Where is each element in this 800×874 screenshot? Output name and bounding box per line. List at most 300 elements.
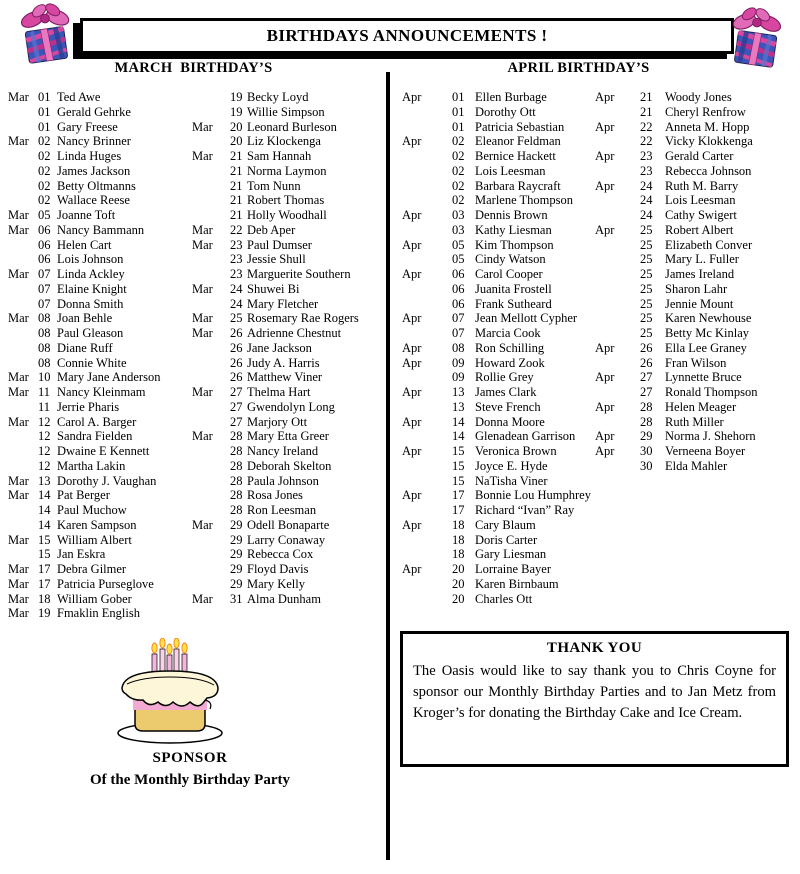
month-label: Apr xyxy=(402,517,422,532)
date-label: 23 xyxy=(230,252,243,267)
month-label xyxy=(8,326,38,341)
birthday-row xyxy=(402,577,594,592)
birthday-row xyxy=(192,311,387,326)
birthday-row xyxy=(192,326,387,341)
month-label xyxy=(402,179,452,194)
month-label xyxy=(402,223,452,238)
month-label: Apr xyxy=(402,444,422,458)
date-label: 11 xyxy=(38,399,51,414)
month-label: Mar xyxy=(192,429,213,444)
date-label: 08 xyxy=(38,355,51,370)
date-label: 19 xyxy=(230,104,243,119)
month-label: Apr xyxy=(595,178,615,193)
date-label: 01 xyxy=(38,104,51,119)
person-name: Norma J. Shehorn xyxy=(665,429,756,444)
month-label xyxy=(192,252,230,267)
date-label: 25 xyxy=(640,267,653,281)
month-label xyxy=(192,370,230,385)
date-label: 17 xyxy=(38,562,51,576)
birthday-row xyxy=(8,238,190,253)
person-name: Lois Johnson xyxy=(57,252,124,267)
month-label xyxy=(8,356,38,371)
date-label: 09 xyxy=(452,355,465,370)
birthday-row xyxy=(402,562,594,577)
birthday-row xyxy=(402,238,594,253)
birthday-row xyxy=(192,193,387,208)
month-label xyxy=(8,518,38,533)
date-label: 25 xyxy=(640,222,653,237)
person-name: Jane Jackson xyxy=(247,340,312,355)
birthday-row xyxy=(8,370,190,385)
person-name: Cindy Watson xyxy=(475,252,546,267)
person-name: Willie Simpson xyxy=(247,104,325,119)
date-label: 12 xyxy=(38,414,51,429)
date-label: 24 xyxy=(640,178,653,193)
month-label xyxy=(402,297,452,312)
birthday-row xyxy=(595,223,790,238)
birthday-row xyxy=(192,356,387,371)
birthday-row xyxy=(8,90,190,105)
person-name: Debra Gilmer xyxy=(57,562,127,576)
date-label: 14 xyxy=(452,414,465,429)
date-label: 30 xyxy=(640,444,653,458)
person-name: Deb Aper xyxy=(247,222,296,237)
month-label xyxy=(192,415,230,430)
person-name: Richard “Ivan” Ray xyxy=(475,503,575,517)
person-name: Elizabeth Conver xyxy=(665,237,753,252)
month-label: Mar xyxy=(8,208,29,222)
birthday-row xyxy=(8,606,190,621)
person-name: Ron Leesman xyxy=(247,503,317,517)
month-label xyxy=(192,90,230,105)
birthday-row xyxy=(192,370,387,385)
birthday-row xyxy=(595,105,790,120)
date-label: 27 xyxy=(230,385,243,399)
date-label: 19 xyxy=(230,90,243,104)
date-label: 28 xyxy=(640,399,653,414)
birthday-row xyxy=(192,459,387,474)
person-name: Jean Mellott Cypher xyxy=(475,311,578,326)
date-label: 10 xyxy=(38,370,51,385)
month-label xyxy=(8,193,38,208)
date-label: 21 xyxy=(640,90,653,104)
birthday-row xyxy=(595,208,790,223)
person-name: Bonnie Lou Humphrey xyxy=(475,488,591,503)
month-label xyxy=(402,400,452,415)
month-label xyxy=(8,459,38,474)
birthday-row xyxy=(595,179,790,194)
birthday-row xyxy=(8,459,190,474)
person-name: Gerald Carter xyxy=(665,149,734,163)
person-name: Robert Thomas xyxy=(247,193,325,208)
birthday-row xyxy=(402,459,594,474)
person-name: Rosa Jones xyxy=(247,488,303,503)
birthday-row xyxy=(192,533,387,548)
person-name: Glenadean Garrison xyxy=(475,429,576,444)
date-label: 21 xyxy=(230,149,243,163)
month-label xyxy=(402,164,452,179)
date-label: 11 xyxy=(38,385,51,399)
date-label: 03 xyxy=(452,222,465,237)
person-name: Nancy Kleinmam xyxy=(57,385,146,399)
person-name: Lorraine Bayer xyxy=(475,562,552,576)
birthday-row xyxy=(402,90,594,105)
date-label: 20 xyxy=(452,576,465,591)
month-label: Mar xyxy=(192,237,213,252)
month-label xyxy=(8,547,38,562)
birthday-row xyxy=(192,341,387,356)
birthday-row xyxy=(8,208,190,223)
birthday-row xyxy=(192,429,387,444)
person-name: Matthew Viner xyxy=(247,370,323,385)
person-name: Liz Klockenga xyxy=(247,134,321,149)
date-label: 12 xyxy=(38,444,51,458)
person-name: Kim Thompson xyxy=(475,237,554,252)
date-label: 23 xyxy=(640,163,653,178)
person-name: Juanita Frostell xyxy=(475,281,552,296)
date-label: 07 xyxy=(38,296,51,311)
date-label: 21 xyxy=(230,208,243,222)
birthday-row xyxy=(595,267,790,282)
date-label: 15 xyxy=(452,444,465,458)
person-name: William Gober xyxy=(57,591,132,606)
date-label: 28 xyxy=(230,488,243,503)
birthday-row xyxy=(595,238,790,253)
month-label xyxy=(595,105,640,120)
birthday-row xyxy=(402,164,594,179)
date-label: 15 xyxy=(452,458,465,473)
thank-you-box xyxy=(400,631,789,767)
birthday-row xyxy=(192,577,387,592)
person-name: Mary Fletcher xyxy=(247,296,319,311)
date-label: 20 xyxy=(452,562,465,576)
person-name: Doris Carter xyxy=(475,532,538,547)
date-label: 20 xyxy=(230,134,243,149)
birthday-row xyxy=(192,562,387,577)
person-name: Joan Behle xyxy=(57,311,113,326)
month-label xyxy=(192,562,230,577)
birthday-row xyxy=(402,120,594,135)
person-name: Tom Nunn xyxy=(247,178,301,193)
person-name: Jennie Mount xyxy=(665,296,734,311)
month-label xyxy=(192,444,230,459)
month-label: Apr xyxy=(402,90,422,104)
person-name: Joanne Toft xyxy=(57,208,116,222)
person-name: Verneena Boyer xyxy=(665,444,746,458)
person-name: NaTisha Viner xyxy=(475,473,548,488)
person-name: Robert Albert xyxy=(665,222,734,237)
birthday-row xyxy=(8,297,190,312)
month-label: Apr xyxy=(402,414,422,429)
thank-you-body: The Oasis would like to say thank you to Chris Coyne for sponsor our Monthly Birthday Parties and to Jan Metz from Kroger’s for donating the Birthday Cake and Ice Cream. xyxy=(413,663,776,721)
person-name: Howard Zook xyxy=(475,355,545,370)
date-label: 15 xyxy=(38,547,51,562)
month-label xyxy=(192,474,230,489)
birthday-row xyxy=(8,179,190,194)
month-label xyxy=(8,164,38,179)
birthday-row xyxy=(8,592,190,607)
person-name: James Ireland xyxy=(665,267,735,281)
march-list-column-1 xyxy=(8,90,190,621)
birthday-row xyxy=(192,547,387,562)
month-label xyxy=(8,444,38,459)
person-name: Kathy Liesman xyxy=(475,222,552,237)
date-label: 21 xyxy=(230,178,243,193)
date-label: 23 xyxy=(640,149,653,163)
birthday-row xyxy=(192,400,387,415)
birthday-row xyxy=(8,326,190,341)
birthday-row xyxy=(192,488,387,503)
month-label: Mar xyxy=(8,311,29,326)
month-label xyxy=(402,429,452,444)
birthday-row xyxy=(402,311,594,326)
person-name: Dorothy Ott xyxy=(475,104,536,119)
person-name: Frank Sutheard xyxy=(475,296,552,311)
date-label: 02 xyxy=(452,193,465,208)
month-label xyxy=(8,252,38,267)
birthday-row xyxy=(402,356,594,371)
month-label xyxy=(402,592,452,607)
person-name: Wallace Reese xyxy=(57,193,130,208)
person-name: Carol A. Barger xyxy=(57,414,137,429)
date-label: 24 xyxy=(230,281,243,296)
month-label: Apr xyxy=(595,90,615,104)
person-name: Jan Eskra xyxy=(57,547,106,562)
date-label: 27 xyxy=(230,414,243,429)
date-label: 02 xyxy=(38,178,51,193)
month-label: Apr xyxy=(595,149,615,163)
date-label: 07 xyxy=(452,311,465,326)
birthday-row xyxy=(402,149,594,164)
date-label: 18 xyxy=(38,591,51,606)
person-name: Ella Lee Graney xyxy=(665,340,747,355)
date-label: 06 xyxy=(38,252,51,267)
birthday-row xyxy=(8,547,190,562)
person-name: Linda Huges xyxy=(57,149,122,163)
birthday-row xyxy=(8,429,190,444)
birthday-row xyxy=(8,474,190,489)
date-label: 29 xyxy=(230,562,243,576)
person-name: Martha Lakin xyxy=(57,458,126,473)
date-label: 18 xyxy=(452,547,465,562)
month-label xyxy=(402,459,452,474)
month-label xyxy=(8,503,38,518)
date-label: 25 xyxy=(640,252,653,267)
date-label: 29 xyxy=(230,532,243,547)
person-name: Rollie Grey xyxy=(475,370,534,385)
person-name: Nancy Ireland xyxy=(247,444,319,458)
birthday-row xyxy=(402,429,594,444)
month-label: Mar xyxy=(192,326,213,340)
date-label: 29 xyxy=(230,517,243,532)
birthday-row xyxy=(8,223,190,238)
birthday-row xyxy=(8,562,190,577)
month-label xyxy=(8,105,38,120)
birthday-row xyxy=(192,592,387,607)
birthday-row xyxy=(8,252,190,267)
person-name: Ellen Burbage xyxy=(475,90,547,104)
date-label: 02 xyxy=(38,193,51,208)
month-label xyxy=(402,252,452,267)
birthday-row xyxy=(8,134,190,149)
birthday-row xyxy=(192,297,387,312)
date-label: 27 xyxy=(230,399,243,414)
month-label xyxy=(192,164,230,179)
date-label: 08 xyxy=(38,326,51,340)
person-name: Holly Woodhall xyxy=(247,208,327,222)
month-label xyxy=(192,400,230,415)
person-name: Eleanor Feldman xyxy=(475,134,561,149)
month-label xyxy=(192,193,230,208)
birthday-row xyxy=(402,267,594,282)
date-label: 26 xyxy=(230,340,243,355)
birthday-row xyxy=(192,503,387,518)
month-label xyxy=(192,533,230,548)
date-label: 25 xyxy=(640,311,653,326)
birthday-row xyxy=(192,164,387,179)
birthday-row xyxy=(402,488,594,503)
gift-icon xyxy=(16,2,74,66)
date-label: 08 xyxy=(38,340,51,355)
date-label: 18 xyxy=(452,532,465,547)
person-name: James Clark xyxy=(475,385,537,399)
month-label: Mar xyxy=(8,591,29,606)
birthday-row xyxy=(402,592,594,607)
month-label xyxy=(402,370,452,385)
month-label xyxy=(595,238,640,253)
month-label xyxy=(595,193,640,208)
date-label: 21 xyxy=(640,104,653,119)
birthday-row xyxy=(402,223,594,238)
month-label xyxy=(8,120,38,135)
date-label: 25 xyxy=(640,296,653,311)
month-label: Apr xyxy=(402,488,422,503)
date-label: 26 xyxy=(640,355,653,370)
person-name: Bernice Hackett xyxy=(475,149,556,163)
birthday-row xyxy=(192,282,387,297)
person-name: Paul Gleason xyxy=(57,326,124,340)
date-label: 28 xyxy=(230,473,243,488)
month-label xyxy=(192,459,230,474)
person-name: Veronica Brown xyxy=(475,444,557,458)
month-label: Mar xyxy=(192,311,213,326)
sponsor-subtitle: Of the Monthly Birthday Party xyxy=(90,772,290,788)
month-label xyxy=(595,385,640,400)
date-label: 13 xyxy=(452,385,465,399)
date-label: 15 xyxy=(38,532,51,547)
month-label xyxy=(192,356,230,371)
month-label xyxy=(8,282,38,297)
birthday-row xyxy=(402,518,594,533)
person-name: Karen Sampson xyxy=(57,517,137,532)
person-name: Rebecca Johnson xyxy=(665,163,752,178)
birthday-cake-icon xyxy=(108,638,232,746)
month-label xyxy=(595,252,640,267)
birthday-row xyxy=(402,208,594,223)
birthday-row xyxy=(8,518,190,533)
person-name: Cathy Swigert xyxy=(665,208,737,222)
month-label: Mar xyxy=(8,606,29,621)
date-label: 12 xyxy=(38,458,51,473)
person-name: Sharon Lahr xyxy=(665,281,728,296)
birthday-row xyxy=(595,252,790,267)
date-label: 12 xyxy=(38,429,51,444)
person-name: Marguerite Southern xyxy=(247,267,351,281)
person-name: Pat Berger xyxy=(57,488,110,503)
april-list-column-1 xyxy=(402,90,594,606)
person-name: Gary Freese xyxy=(57,119,118,134)
month-label: Mar xyxy=(8,370,29,385)
birthday-row xyxy=(402,341,594,356)
date-label: 28 xyxy=(230,458,243,473)
month-label xyxy=(595,326,640,341)
birthday-row xyxy=(402,474,594,489)
person-name: Donna Smith xyxy=(57,296,124,311)
date-label: 18 xyxy=(452,517,465,532)
month-label: Apr xyxy=(595,340,615,355)
date-label: 25 xyxy=(640,281,653,296)
date-label: 03 xyxy=(452,208,465,222)
date-label: 28 xyxy=(230,444,243,458)
date-label: 06 xyxy=(38,237,51,252)
birthday-row xyxy=(8,120,190,135)
date-label: 29 xyxy=(230,576,243,591)
month-label xyxy=(8,400,38,415)
birthday-row xyxy=(402,179,594,194)
birthday-row xyxy=(402,533,594,548)
birthday-row xyxy=(8,356,190,371)
person-name: Lois Leesman xyxy=(665,193,736,208)
date-label: 25 xyxy=(230,311,243,326)
person-name: Charles Ott xyxy=(475,591,533,606)
date-label: 29 xyxy=(230,547,243,562)
date-label: 24 xyxy=(640,193,653,208)
birthday-row xyxy=(192,134,387,149)
month-label: Apr xyxy=(402,208,422,222)
birthday-row xyxy=(8,149,190,164)
date-label: 25 xyxy=(640,237,653,252)
month-label xyxy=(402,577,452,592)
date-label: 02 xyxy=(452,134,465,149)
birthday-row xyxy=(595,356,790,371)
person-name: Dwaine E Kennett xyxy=(57,444,150,458)
person-name: James Jackson xyxy=(57,163,131,178)
person-name: Nancy Brinner xyxy=(57,134,131,149)
birthday-row xyxy=(595,297,790,312)
person-name: Barbara Raycraft xyxy=(475,178,561,193)
person-name: Paul Muchow xyxy=(57,503,127,517)
date-label: 19 xyxy=(38,606,51,621)
date-label: 07 xyxy=(452,326,465,340)
person-name: Gerald Gehrke xyxy=(57,104,131,119)
birthday-row xyxy=(402,134,594,149)
month-label: Apr xyxy=(595,370,615,385)
month-label xyxy=(402,149,452,164)
date-label: 26 xyxy=(230,370,243,385)
month-label: Apr xyxy=(595,222,615,237)
date-label: 28 xyxy=(230,429,243,444)
month-label xyxy=(595,267,640,282)
person-name: Alma Dunham xyxy=(247,591,321,606)
birthday-row xyxy=(595,193,790,208)
month-label: Mar xyxy=(8,222,29,237)
date-label: 26 xyxy=(640,340,653,355)
month-label xyxy=(8,149,38,164)
date-label: 15 xyxy=(452,473,465,488)
birthday-row xyxy=(8,488,190,503)
birthday-row xyxy=(192,120,387,135)
person-name: Linda Ackley xyxy=(57,267,125,281)
